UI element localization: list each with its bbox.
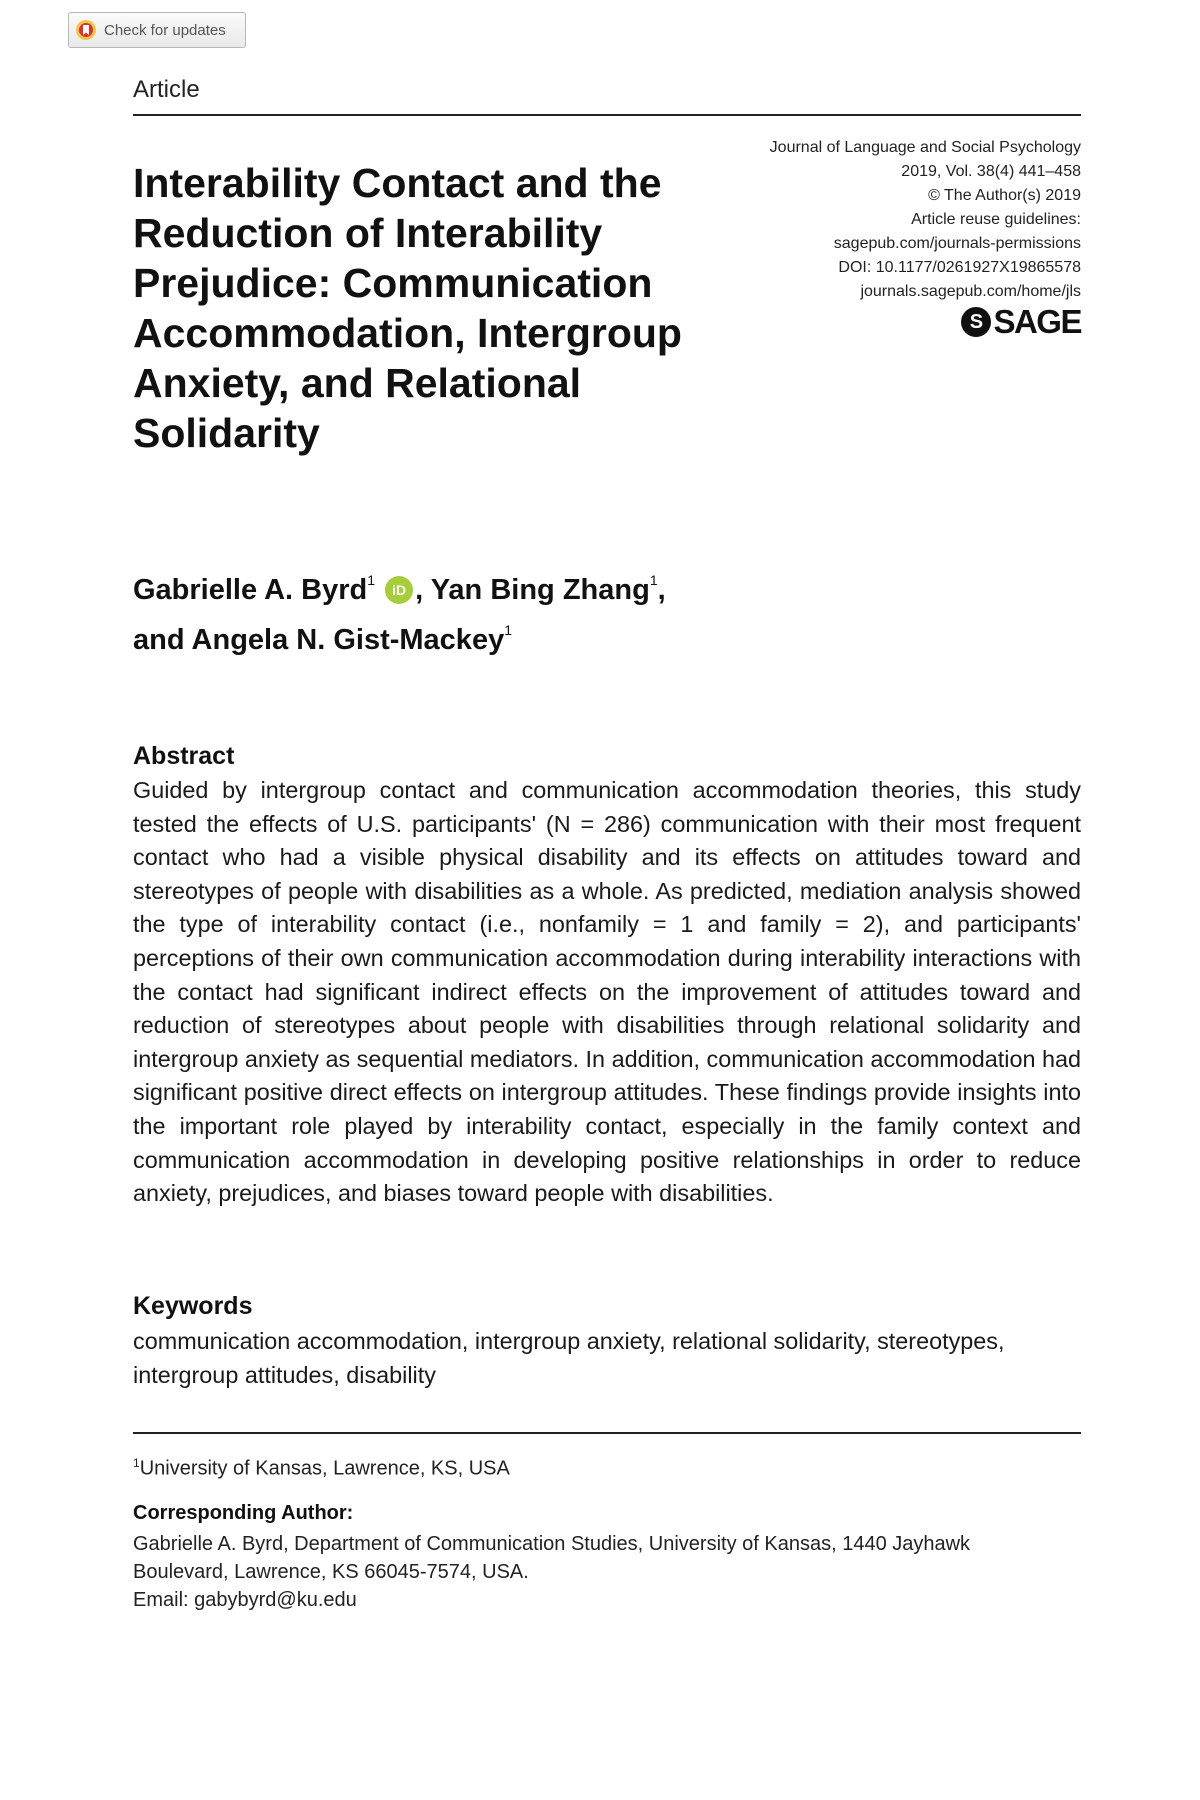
reuse-guidelines-link[interactable]: sagepub.com/journals-permissions [833,235,1081,252]
affiliation-marker: 1 [504,622,512,638]
article-title: Interability Contact and the Reduction of Interability Prejudice: Communication Accommodation, Intergroup Anxiety, and Relational Solidarity [133,160,682,456]
footnote-divider [133,1432,1081,1434]
header-divider [133,114,1081,116]
affiliation-marker: 1 [367,572,376,588]
affiliation-marker: 1 [133,1456,140,1470]
corresponding-author-heading: Corresponding Author: [133,1502,354,1524]
sage-logo [961,303,1081,341]
keywords-list: communication accommodation, intergroup anxiety, relational solidarity, stereotypes, intergroup attitudes, disability [133,1328,1005,1388]
author-name[interactable]: Yan Bing Zhang [430,574,650,606]
sage-logo-text: SAGE [993,303,1081,340]
abstract-heading: Abstract [133,742,235,770]
affiliation-footnote [133,1456,510,1481]
journal-meta [770,136,1081,304]
check-for-updates-label: Check for updates [104,21,226,39]
affiliation-text: University of Kansas, Lawrence, KS, USA [139,1457,510,1480]
doi-link[interactable]: DOI: 10.1177/0261927X19865578 [838,259,1081,276]
journal-home-link[interactable]: journals.sagepub.com/home/jls [860,283,1081,300]
article-type-label: Article [133,76,200,103]
journal-name: Journal of Language and Social Psychology [769,139,1081,156]
reuse-guidelines-label: Article reuse guidelines: [911,211,1081,228]
author-name[interactable]: Gabrielle A. Byrd [133,574,368,606]
corresponding-author-details [133,1530,1033,1614]
corresponding-address-line: Boulevard, Lawrence, KS 66045-7574, USA. [133,1561,529,1583]
sage-mark-icon: S [961,307,991,337]
journal-copyright: © The Author(s) 2019 [928,187,1081,204]
bookmark-icon [75,19,97,41]
corresponding-email[interactable]: Email: gabybyrd@ku.edu [133,1589,357,1611]
orcid-icon[interactable]: iD [385,576,413,604]
author-list: Gabrielle A. Byrd$^1$ iD , Yan Bing Zhang$^1$, and Angela N. Gist-Mackey$^1$ [133,572,666,656]
author-name[interactable]: and Angela N. Gist-Mackey [133,624,505,656]
check-for-updates-button[interactable] [68,12,246,48]
keywords-heading: Keywords [133,1292,253,1320]
journal-volume: 2019, Vol. 38(4) 441–458 [901,163,1081,180]
affiliation-marker: 1 [649,572,658,588]
corresponding-address-line: Gabrielle A. Byrd, Department of Communication Studies, University of Kansas, 1440 Jayhawk [133,1533,971,1555]
abstract-body: Guided by intergroup contact and communication accommodation theories, this study tested the effects of U.S. participants' (N = 286) communication with their most frequent contact who had a visible physical disability and its effects on attitudes toward and stereotypes of people with disabilities as a whole. As predicted, mediation analysis showed the type of interability contact (i.e., nonfamily = 1 and family = 2), and participants' perceptions of their own communication accommodation during interability interactions with the contact had significant indirect effects on the improvement of attitudes toward and reduction of stereotypes about people with disabilities through relational solidarity and intergroup anxiety as sequential mediators. In addition, communication accommodation had significant positive direct effects on intergroup attitudes. These findings provide insights into the important role played by interability contact, especially in the family context and communication accommodation in developing positive relationships in order to reduce anxiety, prejudices, and biases toward people with disabilities. [133,777,1081,1207]
